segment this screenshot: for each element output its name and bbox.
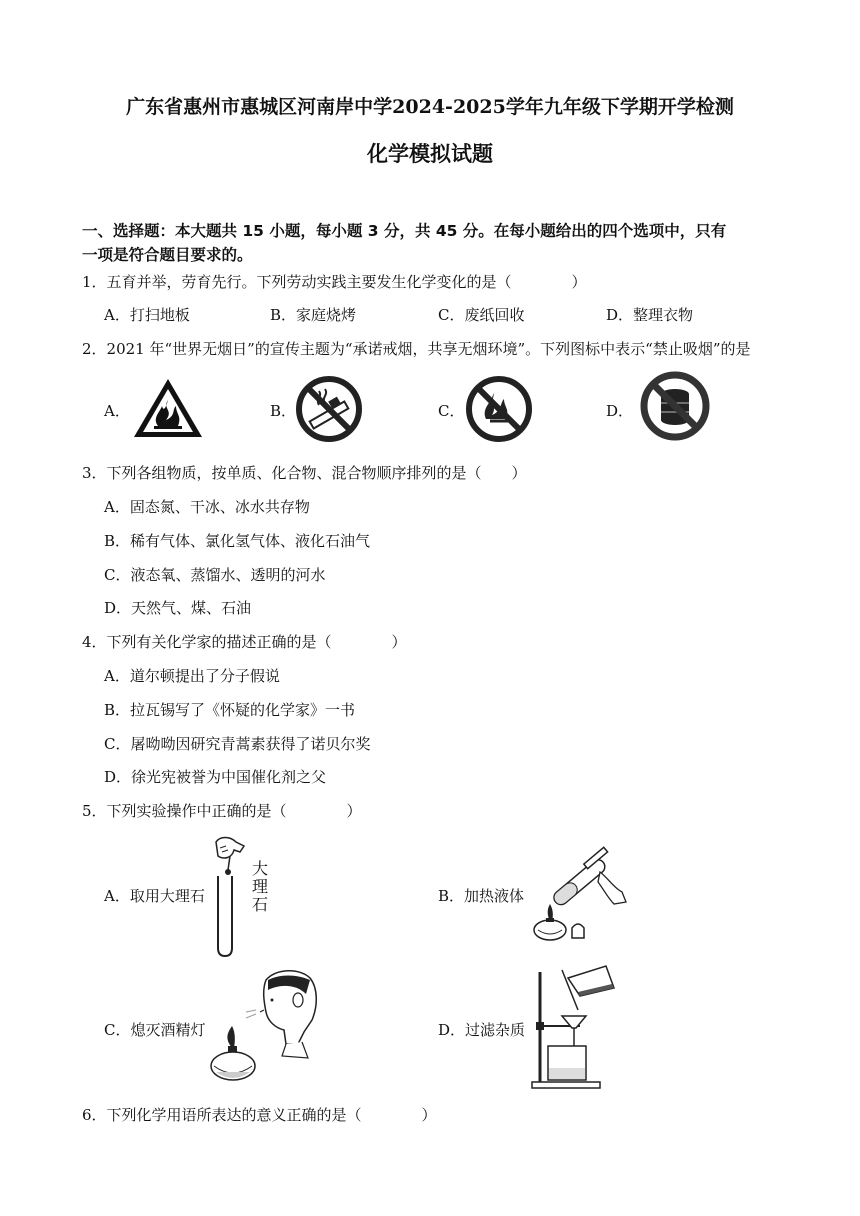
q5-option-a: A．取用大理石 bbox=[104, 887, 205, 905]
question-1-stem: 1．五育并举，劳育先行。下列劳动实践主要发生化学变化的是（ ） bbox=[82, 273, 587, 291]
q2-option-b: B． bbox=[270, 402, 297, 420]
q5-option-c: C．熄灭酒精灯 bbox=[104, 1021, 206, 1039]
q3-option-a: A．固态氮、干冰、冰水共存物 bbox=[104, 498, 310, 516]
q5-option-d: D．过滤杂质 bbox=[438, 1021, 526, 1039]
section-heading-line2: 一项是符合题目要求的。 bbox=[82, 246, 253, 264]
blowing-lamp-illustration bbox=[206, 966, 324, 1088]
question-6-stem: 6．下列化学用语所表达的意义正确的是（ ） bbox=[82, 1106, 437, 1124]
q3-option-b: B．稀有气体、氯化氢气体、液化石油气 bbox=[104, 532, 371, 550]
exam-title: 广东省惠州市惠城区河南岸中学2024-2025学年九年级下学期开学检测 bbox=[126, 96, 734, 118]
question-3-stem: 3．下列各组物质，按单质、化合物、混合物顺序排列的是（ ） bbox=[82, 464, 527, 482]
q4-option-c: C．屠呦呦因研究青蒿素获得了诺贝尔奖 bbox=[104, 735, 371, 753]
no-fire-icon bbox=[464, 375, 534, 443]
marble-label-char: 石 bbox=[252, 895, 269, 914]
marble-label-char: 大 bbox=[252, 859, 269, 878]
q3-option-c: C．液态氧、蒸馏水、透明的河水 bbox=[104, 566, 326, 584]
marble-label bbox=[252, 860, 268, 914]
heating-liquid-illustration bbox=[528, 842, 632, 946]
q2-option-a: A． bbox=[104, 402, 130, 420]
q5-option-b: B．加热液体 bbox=[438, 887, 525, 905]
no-smoking-icon bbox=[295, 375, 363, 443]
q4-option-d: D．徐光宪被誉为中国催化剂之父 bbox=[104, 768, 327, 786]
marble-label-char: 理 bbox=[252, 877, 269, 896]
q1-option-d: D．整理衣物 bbox=[606, 306, 694, 324]
q2-option-c: C． bbox=[438, 402, 465, 420]
q3-option-d: D．天然气、煤、石油 bbox=[104, 599, 252, 617]
exam-subtitle: 化学模拟试题 bbox=[367, 141, 493, 166]
section-heading-line1: 一、选择题：本大题共 15 小题，每小题 3 分，共 45 分。在每小题给出的四个选项中，只有 bbox=[82, 222, 727, 240]
q4-option-b: B．拉瓦锡写了《怀疑的化学家》一书 bbox=[104, 701, 356, 719]
q2-option-d: D． bbox=[606, 402, 634, 420]
question-2-stem: 2．2021 年“世界无烟日”的宣传主题为“承诺戒烟，共享无烟环境”。下列图标中表示“禁止吸烟”的是 bbox=[82, 340, 751, 358]
flammable-warning-icon bbox=[132, 376, 204, 440]
filtration-illustration bbox=[528, 962, 618, 1092]
q1-option-a: A．打扫地板 bbox=[104, 306, 190, 324]
question-5-stem: 5．下列实验操作中正确的是（ ） bbox=[82, 802, 362, 820]
q1-option-b: B．家庭烧烤 bbox=[270, 306, 357, 324]
q4-option-a: A．道尔顿提出了分子假说 bbox=[104, 667, 280, 685]
no-oil-drum-icon bbox=[638, 370, 712, 442]
question-4-stem: 4．下列有关化学家的描述正确的是（ ） bbox=[82, 633, 407, 651]
q1-option-c: C．废纸回收 bbox=[438, 306, 525, 324]
